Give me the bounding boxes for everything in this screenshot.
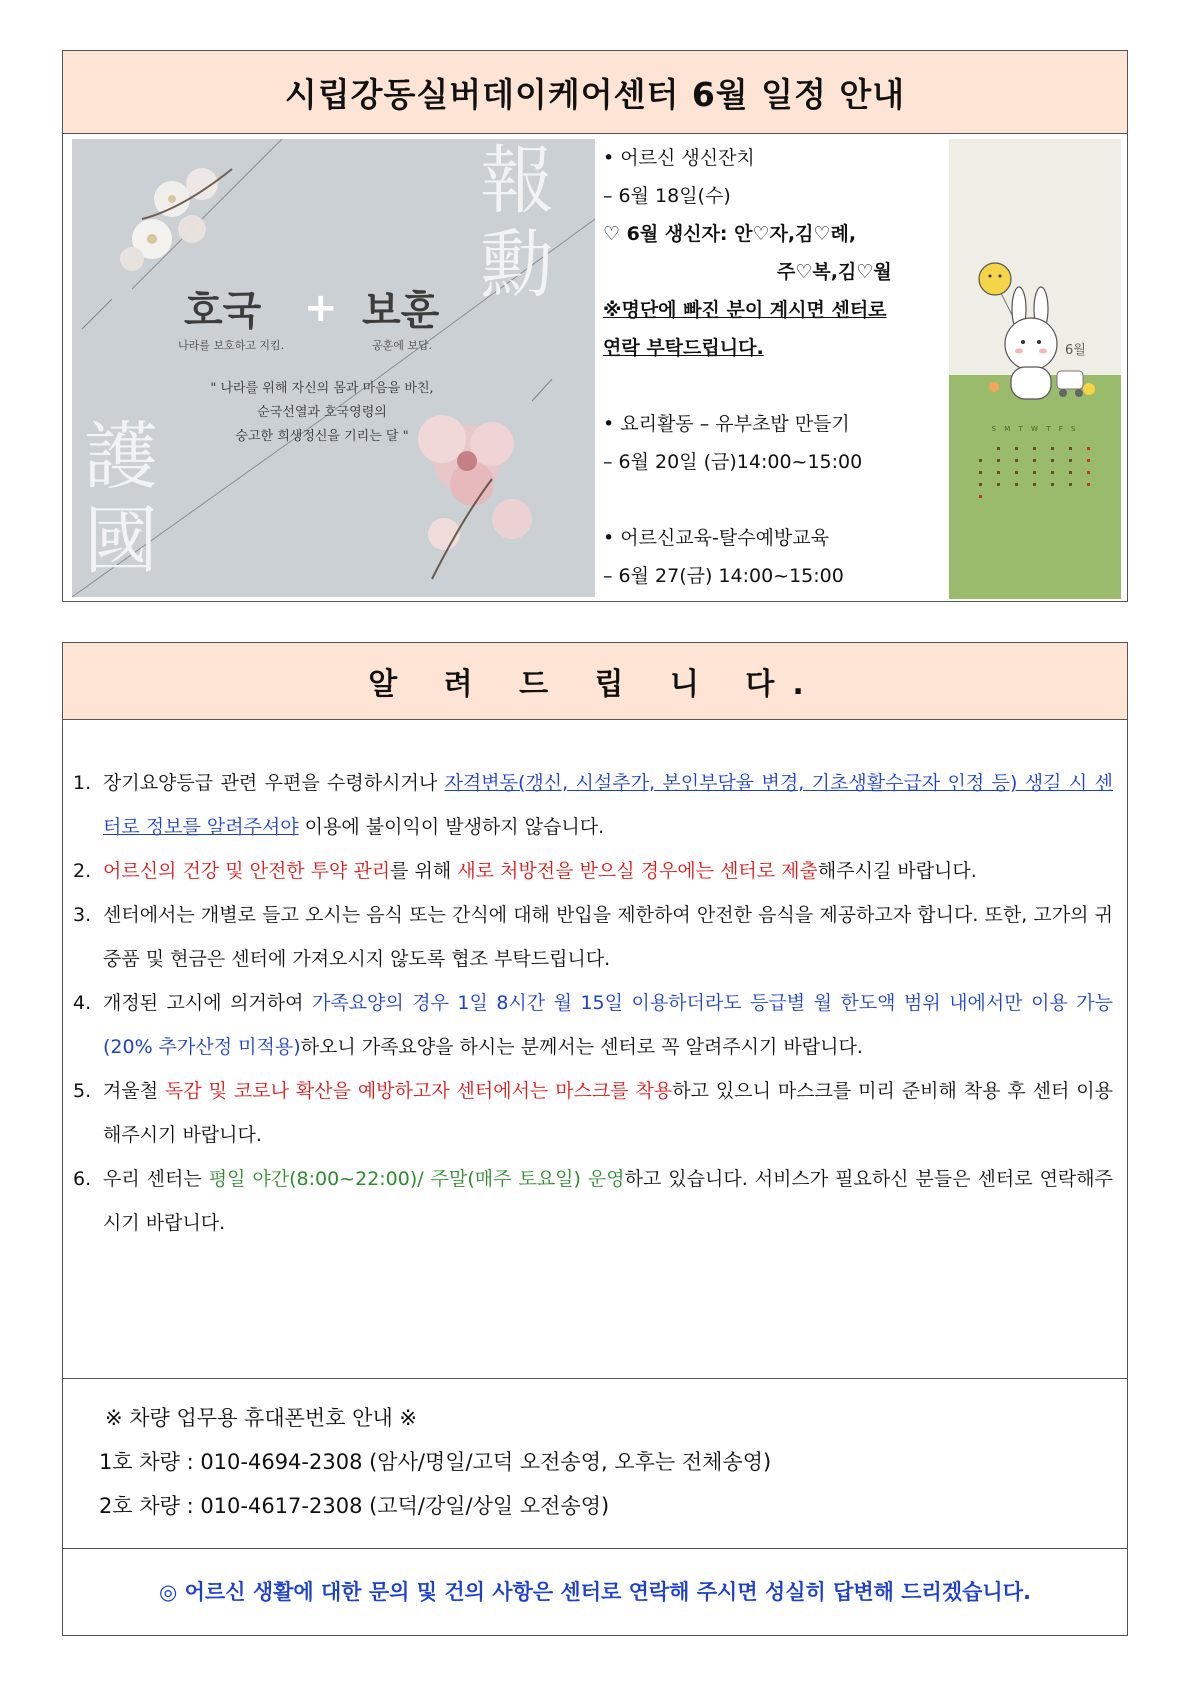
- event-education-title: • 어르신교육-탈수예방교육: [603, 527, 829, 549]
- notice-list: [73, 761, 1113, 1245]
- notice-highlight-green: 평일 야간(8:00~22:00)/ 주말(매주 토요일) 운영: [208, 1168, 625, 1190]
- notice-number: 3.: [73, 904, 92, 926]
- notice-highlight-blue: 가족요양의 경우 1일 8시간 월 15일 이용하더라도 등급별 월 한도액 범위 내에서만 이용 가능(20% 추가산정 미적용): [103, 992, 1113, 1058]
- notice-text: 하고 있으니 마스크를 미리 준비해 착용 후 센터 이용해주시기 바랍니다.: [103, 1080, 1113, 1146]
- event-birthday-note-1: ※명단에 빠진 분이 계시면 센터로: [603, 299, 887, 321]
- notice-text: 하오니 가족요양을 하시는 분께서는 센터로 꼭 알려주시기 바랍니다.: [300, 1036, 863, 1058]
- notice-highlight-blue: 자격변동(갱신, 시설추가, 본인부담율 변경, 기초생활수급자 인정 등) 생길 시 센터로 정보를 알려주셔야: [103, 772, 1113, 838]
- event-list: [603, 139, 993, 599]
- notice-text: 개정된 고시에 의거하여: [103, 992, 312, 1014]
- divider: [63, 1378, 1127, 1379]
- notice-text: 겨울철: [103, 1080, 165, 1102]
- event-birthday-date: – 6월 18일(수): [603, 185, 731, 207]
- notice-number: 4.: [73, 992, 92, 1014]
- notice-highlight-red: 어르신의 건강 및 안전한 투약 관리: [103, 860, 391, 882]
- calendar-month-label: 6월: [1065, 343, 1086, 358]
- notice-highlight-red: 새로 처방전을 받으실 경우에는 센터로 제출: [457, 860, 818, 882]
- vehicle-phone-car1: 1호 차량 : 010-4694-2308 (암사/명일/고덕 오전송영, 오후는 전체송영): [99, 1450, 772, 1474]
- notice-number: 6.: [73, 1168, 92, 1190]
- bunny-illustration: [949, 139, 1121, 599]
- vehicle-phone-info: [99, 1396, 771, 1528]
- calendar-grid: [949, 435, 1121, 515]
- poster-word-hoguk: 호국: [184, 287, 262, 334]
- event-cooking-date: – 6월 20일 (금)14:00~15:00: [603, 451, 863, 473]
- poster-quote: " 나라를 위해 자신의 몸과 마음을 바친, 순국선열과 호국영령의 숭고한 희생정신을 기리는 달 ": [210, 381, 434, 444]
- vehicle-phone-car2: 2호 차량 : 010-4617-2308 (고덕/강일/상일 오전송영): [99, 1494, 610, 1518]
- notice-item-1: [73, 761, 1113, 849]
- vehicle-phone-heading: ※ 차량 업무용 휴대폰번호 안내 ※: [105, 1406, 417, 1430]
- notice-text: 장기요양등급 관련 우편을 수령하시거나: [103, 772, 445, 794]
- notice-text: 센터에서는 개별로 들고 오시는 음식 또는 간식에 대해 반입을 제한하여 안전한 음식을 제공하고자 합니다. 또한, 고가의 귀중품 및 현금은 센터에 가져오시지 않도록 협조 부탁드립니다.: [103, 904, 1113, 970]
- notice-text: 하고 있습니다. 서비스가 필요하신 분들은 센터로 연락해주시기 바랍니다.: [103, 1168, 1113, 1234]
- notice-item-2: [73, 849, 1113, 893]
- event-birthday-people-2: 주♡복,김♡월: [777, 261, 892, 283]
- event-birthday-title: • 어르신 생신잔치: [603, 147, 755, 169]
- poster-sub-hoguk: 나라를 보호하고 지킴.: [178, 339, 285, 352]
- notice-title: 알 려 드 립 니 다.: [63, 643, 1127, 720]
- notice-text: 해주시길 바랍니다.: [817, 860, 977, 882]
- event-birthday-people: ♡ 6월 생신자: 안♡자,김♡례,: [603, 223, 857, 245]
- inquiry-footer: ◎ 어르신 생활에 대한 문의 및 건의 사항은 센터로 연락해 주시면 성실히 답변해 드리겠습니다.: [159, 1580, 1031, 1604]
- poster-plus: +: [304, 285, 338, 331]
- notice-item-3: [73, 893, 1113, 981]
- poster-word-bohun: 보훈: [362, 287, 440, 334]
- notice-number: 5.: [73, 1080, 92, 1102]
- notice-text: 이용에 불이익이 발생하지 않습니다.: [298, 816, 605, 838]
- hanja-bohun: 報勳: [480, 139, 554, 308]
- blossom-top-left: [120, 168, 232, 271]
- notice-item-6: [73, 1157, 1113, 1245]
- event-birthday-note-2: 연락 부탁드립니다.: [603, 337, 764, 359]
- notice-text: 를 위해: [390, 860, 458, 882]
- schedule-box: [62, 50, 1128, 602]
- event-education-date: – 6월 27(금) 14:00~15:00: [603, 565, 844, 587]
- notice-item-4: [73, 981, 1113, 1069]
- notice-box: [62, 642, 1128, 1636]
- notice-number: 1.: [73, 772, 92, 794]
- hoguk-bohun-poster: [72, 139, 595, 597]
- notice-number: 2.: [73, 860, 92, 882]
- notice-item-5: [73, 1069, 1113, 1157]
- schedule-title: 시립강동실버데이케어센터 6월 일정 안내: [63, 51, 1127, 134]
- event-cooking-title: • 요리활동 – 유부초밥 만들기: [603, 413, 850, 435]
- calendar-weekdays: S M T W T F S: [991, 425, 1079, 433]
- notice-highlight-red: 독감 및 코로나 확산을 예방하고자 센터에서는 마스크를 착용: [164, 1080, 673, 1102]
- notice-text: 우리 센터는: [103, 1168, 209, 1190]
- june-calendar-illustration: [949, 139, 1121, 599]
- hanja-hoguk: 護國: [84, 414, 158, 584]
- poster-sub-bohun: 공훈에 보답.: [372, 339, 433, 352]
